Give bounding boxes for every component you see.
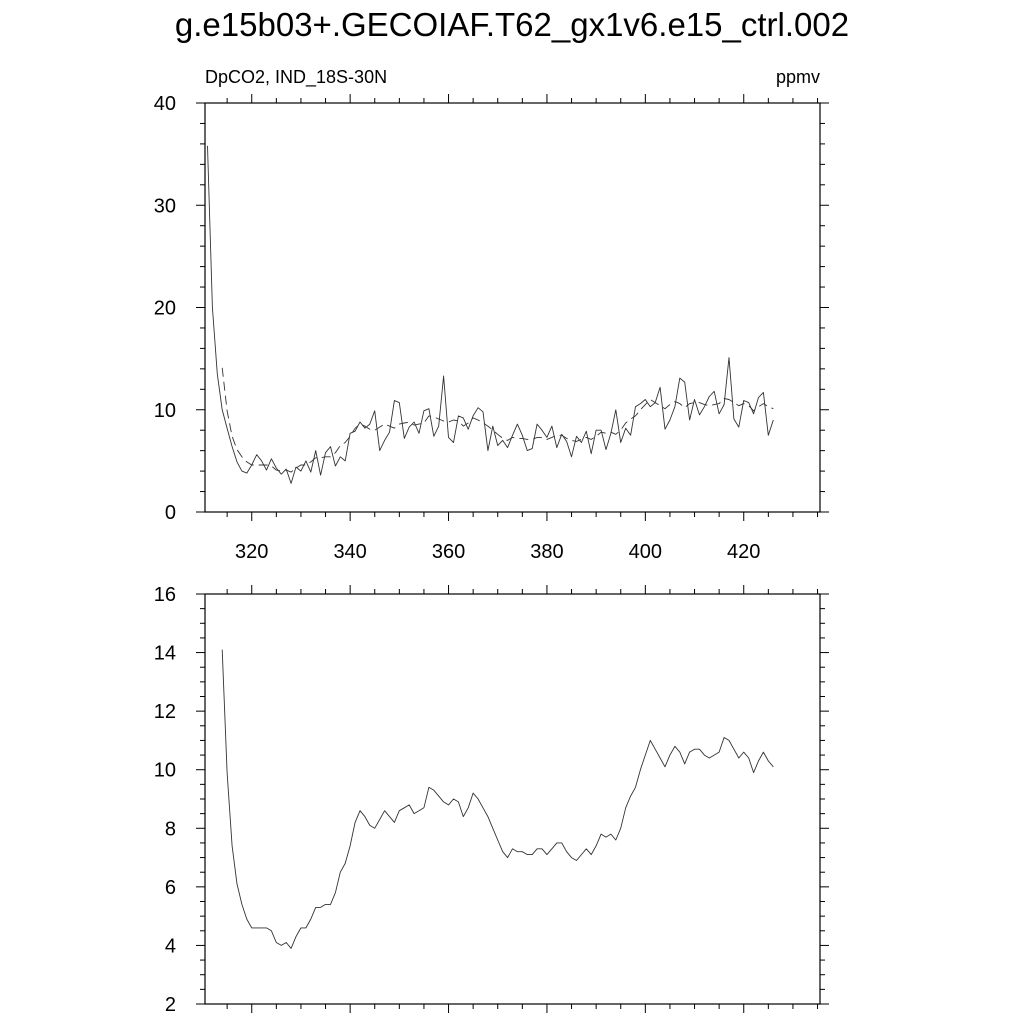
bottom-y-tick-label: 8 xyxy=(164,818,176,841)
top-y-tick-label: 40 xyxy=(153,93,176,115)
top-y-tick-label: 30 xyxy=(153,195,176,218)
top-right-label: ppmv xyxy=(775,67,820,87)
bottom-plot-frame xyxy=(205,594,820,1004)
top-y-tick-label: 20 xyxy=(153,297,176,320)
top-x-tick-label: 340 xyxy=(333,541,367,563)
top-plot-frame xyxy=(205,103,820,512)
bottom-series-solid-line xyxy=(222,650,773,949)
bottom-y-tick-label: 10 xyxy=(153,759,176,782)
bottom-y-tick-label: 4 xyxy=(164,935,176,958)
top-left-label: DpCO2, IND_18S-30N xyxy=(205,67,388,87)
top-x-tick-label: 360 xyxy=(431,541,466,563)
bottom-panel xyxy=(154,584,829,1016)
top-x-tick-label: 420 xyxy=(727,541,761,563)
bottom-y-tick-label: 6 xyxy=(164,876,176,899)
bottom-y-tick-label: 2 xyxy=(164,994,176,1016)
page-title: g.e15b03+.GECOIAF.T62_gx1v6.e15_ctrl.002 xyxy=(174,6,850,43)
bottom-y-tick-label: 12 xyxy=(153,701,176,724)
top-y-tick-label: 0 xyxy=(164,502,176,524)
top-x-tick-label: 320 xyxy=(235,541,269,563)
top-series-dashed-line xyxy=(222,368,773,472)
top-series-solid-line xyxy=(208,146,774,484)
top-panel xyxy=(154,67,829,563)
bottom-y-tick-label: 16 xyxy=(153,584,176,606)
top-y-tick-label: 10 xyxy=(153,399,176,422)
bottom-y-tick-label: 14 xyxy=(153,642,176,665)
top-x-tick-label: 400 xyxy=(628,541,663,563)
top-x-tick-label: 380 xyxy=(530,541,564,563)
